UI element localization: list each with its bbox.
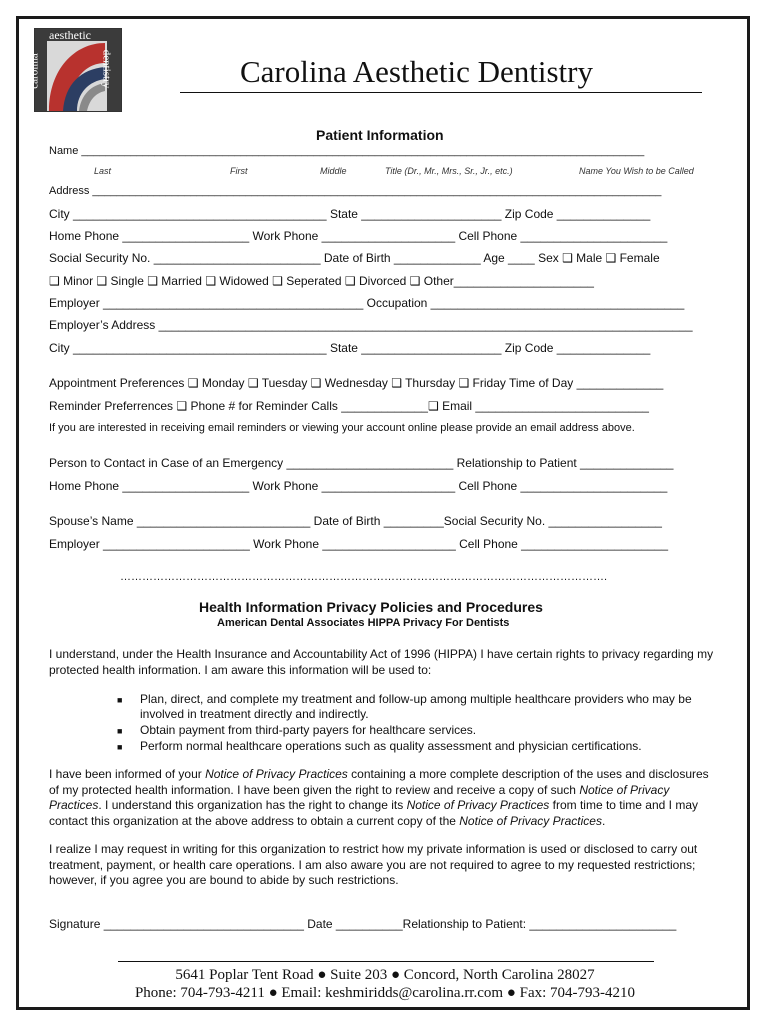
section-dots: ……………………………………………………………………………………………………………………. xyxy=(120,571,608,583)
marital-status-checkboxes[interactable]: ❑ Minor ❑ Single ❑ Married ❑ Widowed ❑ Seperated ❑ Divorced ❑ Other_____________________ xyxy=(49,274,594,288)
name-sub-middle: Middle xyxy=(320,166,347,176)
privacy-bullet-1: Plan, direct, and complete my treatment and follow-up among multiple healthcare providers who may be involved in treatment directly and indirectly. xyxy=(140,692,692,721)
bullet-icon: ■ xyxy=(117,742,123,752)
notice-of-privacy-practices-4: Notice of Privacy Practices xyxy=(459,813,602,828)
para2-part-i: . xyxy=(601,813,606,828)
footer-divider xyxy=(118,961,654,962)
spouse-field[interactable]: Spouse’s Name __________________________ Date of Birth _________Social Security No. _________________ xyxy=(49,514,662,528)
name-sub-last: Last xyxy=(94,166,112,176)
logo-text-right: dentistry xyxy=(100,49,113,89)
city-state-zip-field[interactable]: City ______________________________________ State _____________________ Zip Code ______________ xyxy=(49,207,651,221)
employer-address-field[interactable]: Employer’s Address ________________________________________________________________________________ xyxy=(49,318,693,332)
name-sub-first: First xyxy=(230,166,248,176)
address-field[interactable]: Address _____________________________________________________________________________________________ xyxy=(49,185,662,197)
spouse-employer-field[interactable]: Employer ______________________ Work Phone ____________________ Cell Phone ______________________ xyxy=(49,537,668,551)
phones-field[interactable]: Home Phone ___________________ Work Phone ____________________ Cell Phone ______________________ xyxy=(49,229,668,243)
signature-line[interactable]: Signature ______________________________ Date __________Relationship to Patient: ______________________ xyxy=(49,917,677,931)
privacy-paragraph-3: I realize I may request in writing for this organization to restrict how my private information is used or disclosed to carry out treatment, payment, or health care operations. I am also aware you are not required to agree to my requested restrictions; however, if you agree you are bound to abide by such restrictions. xyxy=(49,842,698,887)
para2-part-c: containing a more complete description of the uses and disclosures of my protected health information. I have been given the right to review and receive a copy of such xyxy=(49,767,709,797)
appointment-preferences[interactable]: Appointment Preferences ❑ Monday ❑ Tuesday ❑ Wednesday ❑ Thursday ❑ Friday Time of Day _____________ xyxy=(49,376,664,390)
privacy-paragraph-2 xyxy=(49,767,721,829)
privacy-heading: Health Information Privacy Policies and Procedures xyxy=(199,599,543,615)
name-sub-title: Title (Dr., Mr., Mrs., Sr., Jr., etc.) xyxy=(385,166,513,176)
privacy-bullet-2: Obtain payment from third-party payers for healthcare services. xyxy=(140,723,477,737)
notice-of-privacy-practices-3: Notice of Privacy Practices xyxy=(406,798,550,812)
privacy-paragraph-1: I understand, under the Health Insurance and Accountability Act of 1996 (HIPPA) I have certain rights to privacy regarding my protected health information. I am aware this information will be used to: xyxy=(49,647,714,677)
privacy-subheading: American Dental Associates HIPPA Privacy For Dentists xyxy=(217,617,510,629)
footer-contact: Phone: 704-793-4211 ● Email: keshmiridds@carolina.rr.com ● Fax: 704-793-4210 xyxy=(134,985,636,1001)
logo-text-top: aesthetic xyxy=(49,28,91,42)
emergency-contact-field[interactable]: Person to Contact in Case of an Emergency _________________________ Relationship to Patient ______________ xyxy=(49,456,674,470)
logo-text-left: carolina xyxy=(28,53,41,89)
notice-of-privacy-practices-1: Notice of Privacy Practices xyxy=(205,767,348,781)
practice-title: Carolina Aesthetic Dentistry xyxy=(240,54,593,89)
notice-of-privacy-practices-2: Notice of Privacy Practices xyxy=(49,782,670,812)
footer-address: 5641 Poplar Tent Road ● Suite 203 ● Concord, North Carolina 28027 xyxy=(175,967,595,983)
patient-info-heading: Patient Information xyxy=(316,127,444,143)
email-note: If you are interested in receiving email reminders or viewing your account online please provide an email address above. xyxy=(49,422,635,434)
para2-part-g: from time to time and I may contact this organization at the above address to obtain a current copy of the xyxy=(49,798,698,828)
reminder-preferences[interactable]: Reminder Preferrences ❑ Phone # for Reminder Calls _____________❑ Email __________________________ xyxy=(49,399,649,413)
ssn-dob-age-sex-field[interactable]: Social Security No. _________________________ Date of Birth _____________ Age ____ Sex ❑ Male ❑ Female xyxy=(49,251,660,265)
bullet-icon: ■ xyxy=(117,726,123,736)
employer-field[interactable]: Employer _______________________________________ Occupation ______________________________________ xyxy=(49,296,685,310)
employer-city-state-zip-field[interactable]: City ______________________________________ State _____________________ Zip Code ______________ xyxy=(49,341,651,355)
emergency-phones-field[interactable]: Home Phone ___________________ Work Phone ____________________ Cell Phone ______________________ xyxy=(49,479,668,493)
privacy-bullet-3: Perform normal healthcare operations such as quality assessment and physician certifications. xyxy=(140,739,642,753)
name-field[interactable]: Name ____________________________________________________________________________________________ xyxy=(49,145,645,157)
practice-logo xyxy=(28,28,122,112)
para2-part-e: . I understand this organization has the right to change its xyxy=(98,798,407,812)
bullet-icon: ■ xyxy=(117,695,123,705)
para2-part-a: I have been informed of your xyxy=(49,767,206,781)
title-underline xyxy=(180,92,702,93)
name-sub-called: Name You Wish to be Called xyxy=(579,166,694,176)
